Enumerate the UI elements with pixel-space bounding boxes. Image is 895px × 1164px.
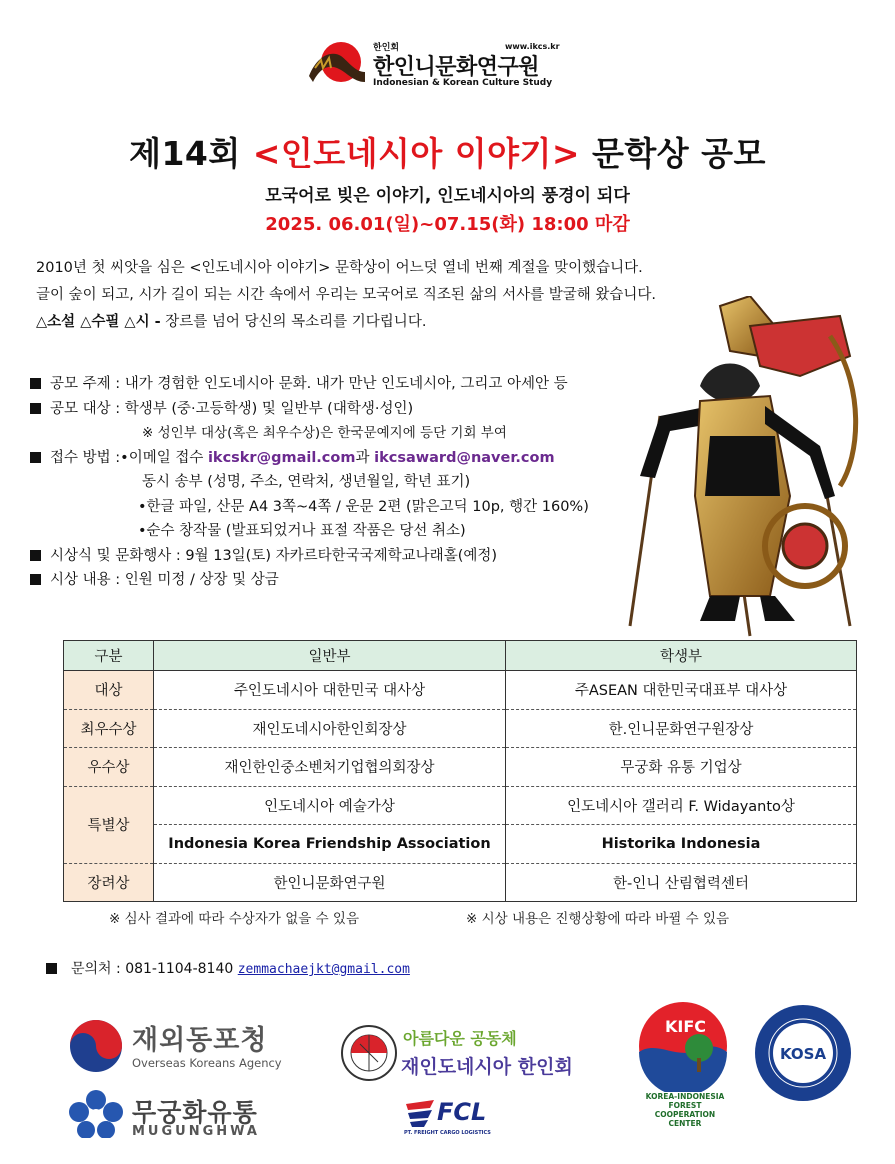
korean-association-slogan: 아름다운 공동체 [403, 1029, 517, 1048]
contact-info [46, 958, 410, 978]
genres: △소설 △수필 △시 - [36, 314, 161, 330]
table-row [64, 786, 857, 825]
kifc-mark: KIFC [665, 1017, 707, 1036]
row-category: 특별상 [64, 786, 154, 863]
bullet-square-icon [30, 378, 41, 389]
mugunghwa-english: MUGUNGHWA [132, 1124, 260, 1139]
taegeuk-icon [68, 1018, 124, 1074]
email-link-ikcsaward[interactable]: ikcsaward@naver.com [374, 449, 555, 466]
intro-line-3-rest: 장르를 넘어 당신의 목소리를 기다립니다. [160, 314, 427, 330]
okf-name: 재외동포청 [132, 1025, 268, 1056]
korean-association-name: 재인도네시아 한인회 [401, 1056, 573, 1078]
contact-label: 문의처 : 081-1104-8140 [71, 961, 238, 977]
detail-method-label: 접수 방법 : [50, 449, 121, 466]
okf-english: Overseas Koreans Agency [132, 1056, 282, 1070]
table-row [64, 863, 857, 902]
org-logo [307, 38, 567, 90]
bullet-square-icon [30, 403, 41, 414]
row-category: 최우수상 [64, 709, 154, 748]
row-general: 재인한인중소벤처기업협의회장상 [154, 748, 506, 787]
detail-awards-text: 시상 내용 : 인원 미정 / 상장 및 상금 [50, 572, 279, 588]
kifc-label: KOREA-INDONESIA FOREST COOPERATION CENTER [645, 1092, 725, 1128]
detail-target [30, 397, 860, 422]
email-link-ikcskr[interactable]: ikcskr@gmail.com [207, 449, 356, 466]
detail-method-prefix: •이메일 접수 [120, 449, 208, 466]
table-row [64, 748, 857, 787]
detail-target-note: ※ 성인부 대상(혹은 최우수상)은 한국문예지에 등단 기회 부여 [142, 425, 507, 441]
row-general: Indonesia Korea Friendship Association [154, 825, 506, 864]
header-student: 학생부 [506, 641, 857, 671]
row-general: 인도네시아 예술가상 [154, 786, 506, 825]
detail-target-text: 공모 대상 : 학생부 (중·고등학생) 및 일반부 (대학생·성인) [50, 400, 414, 417]
awards-table [63, 640, 857, 902]
fcl-name: FCL [437, 1098, 487, 1126]
title-highlight: <인도네시아 이야기> [252, 134, 581, 173]
detail-ceremony-text: 시상식 및 문화행사 : 9월 13일(토) 자카르타한국국제학교나래홀(예정) [50, 547, 498, 564]
intro-line-1: 2010년 첫 씨앗을 심은 <인도네시아 이야기> 문학상이 어느덧 열네 번째 계절을 맞이했습니다. [36, 260, 643, 276]
kosa-seal-icon [753, 1003, 853, 1103]
note-changes: ※ 시상 내용은 진행상황에 따라 바뀔 수 있음 [466, 911, 730, 927]
contest-details [30, 372, 860, 593]
table-row [64, 671, 857, 710]
fcl-subtitle: PT. FREIGHT CARGO LOGISTICS [404, 1130, 491, 1136]
bullet-square-icon [30, 550, 41, 561]
row-student: Historika Indonesia [506, 825, 857, 864]
row-category: 대상 [64, 671, 154, 710]
detail-method-line-2: 동시 송부 (성명, 주소, 연락처, 생년월일, 학년 표기) [142, 474, 471, 490]
bullet-square-icon [30, 452, 41, 463]
kosa-mark: KOSA [779, 1045, 827, 1063]
detail-method-line-4: •순수 창작물 (발표되었거나 표절 작품은 당선 취소) [138, 523, 466, 539]
mugunghwa-name: 무궁화유통 [132, 1098, 258, 1127]
detail-method-and: 과 [355, 449, 375, 466]
note-judging: ※ 심사 결과에 따라 수상자가 없을 수 있음 [109, 911, 360, 927]
row-general: 한인니문화연구원 [154, 863, 506, 902]
page-title [0, 128, 895, 175]
mugunghwa-flower-icon [68, 1090, 124, 1138]
table-row [64, 709, 857, 748]
row-student: 주ASEAN 대한민국대표부 대사상 [506, 671, 857, 710]
title-prefix: 제14회 [129, 134, 253, 173]
bullet-square-icon [46, 963, 57, 974]
row-student: 인도네시아 갤러리 F. Widayanto상 [506, 786, 857, 825]
header-general: 일반부 [154, 641, 506, 671]
fcl-wing-icon [404, 1098, 436, 1128]
title-suffix: 문학상 공모 [580, 134, 766, 173]
org-name: 한인니문화연구원 [373, 55, 540, 80]
detail-theme [30, 372, 860, 397]
org-small-label: 한인회 [373, 43, 400, 53]
detail-ceremony [30, 544, 860, 569]
detail-method-line-3: •한글 파일, 산문 A4 3쪽~4쪽 / 운문 2편 (맑은고딕 10p, 행간 160%) [138, 498, 589, 515]
row-general: 재인도네시아한인회장상 [154, 709, 506, 748]
row-student: 한-인니 산림협력센터 [506, 863, 857, 902]
subtitle: 모국어로 빚은 이야기, 인도네시아의 풍경이 되다 [265, 186, 630, 206]
intro-line-2: 글이 숲이 되고, 시가 길이 되는 시간 속에서 우리는 모국어로 직조된 삶의 서사를 발굴해 왔습니다. [36, 287, 657, 303]
detail-awards [30, 568, 860, 593]
contact-email-link[interactable]: zemmachaejkt@gmail.com [237, 962, 410, 977]
detail-method [30, 446, 860, 471]
korean-association-seal-icon [340, 1024, 398, 1082]
row-student: 한.인니문화연구원장상 [506, 709, 857, 748]
row-student: 무궁화 유통 기업상 [506, 748, 857, 787]
submission-period: 2025. 06.01(일)~07.15(화) 18:00 마감 [265, 214, 630, 235]
header-category: 구분 [64, 641, 154, 671]
table-row [64, 825, 857, 864]
row-category: 우수상 [64, 748, 154, 787]
kifc-logo-icon [637, 1000, 729, 1092]
row-category: 장려상 [64, 863, 154, 902]
culture-emblem-icon [307, 38, 367, 90]
org-url: www.ikcs.kr [505, 42, 560, 51]
table-header-row [64, 641, 857, 671]
row-general: 주인도네시아 대한민국 대사상 [154, 671, 506, 710]
bullet-square-icon [30, 574, 41, 585]
detail-theme-text: 공모 주제 : 내가 경험한 인도네시아 문화. 내가 만난 인도네시아, 그리고 아세안 등 [50, 376, 568, 392]
org-english-name: Indonesian & Korean Culture Study [373, 78, 553, 88]
